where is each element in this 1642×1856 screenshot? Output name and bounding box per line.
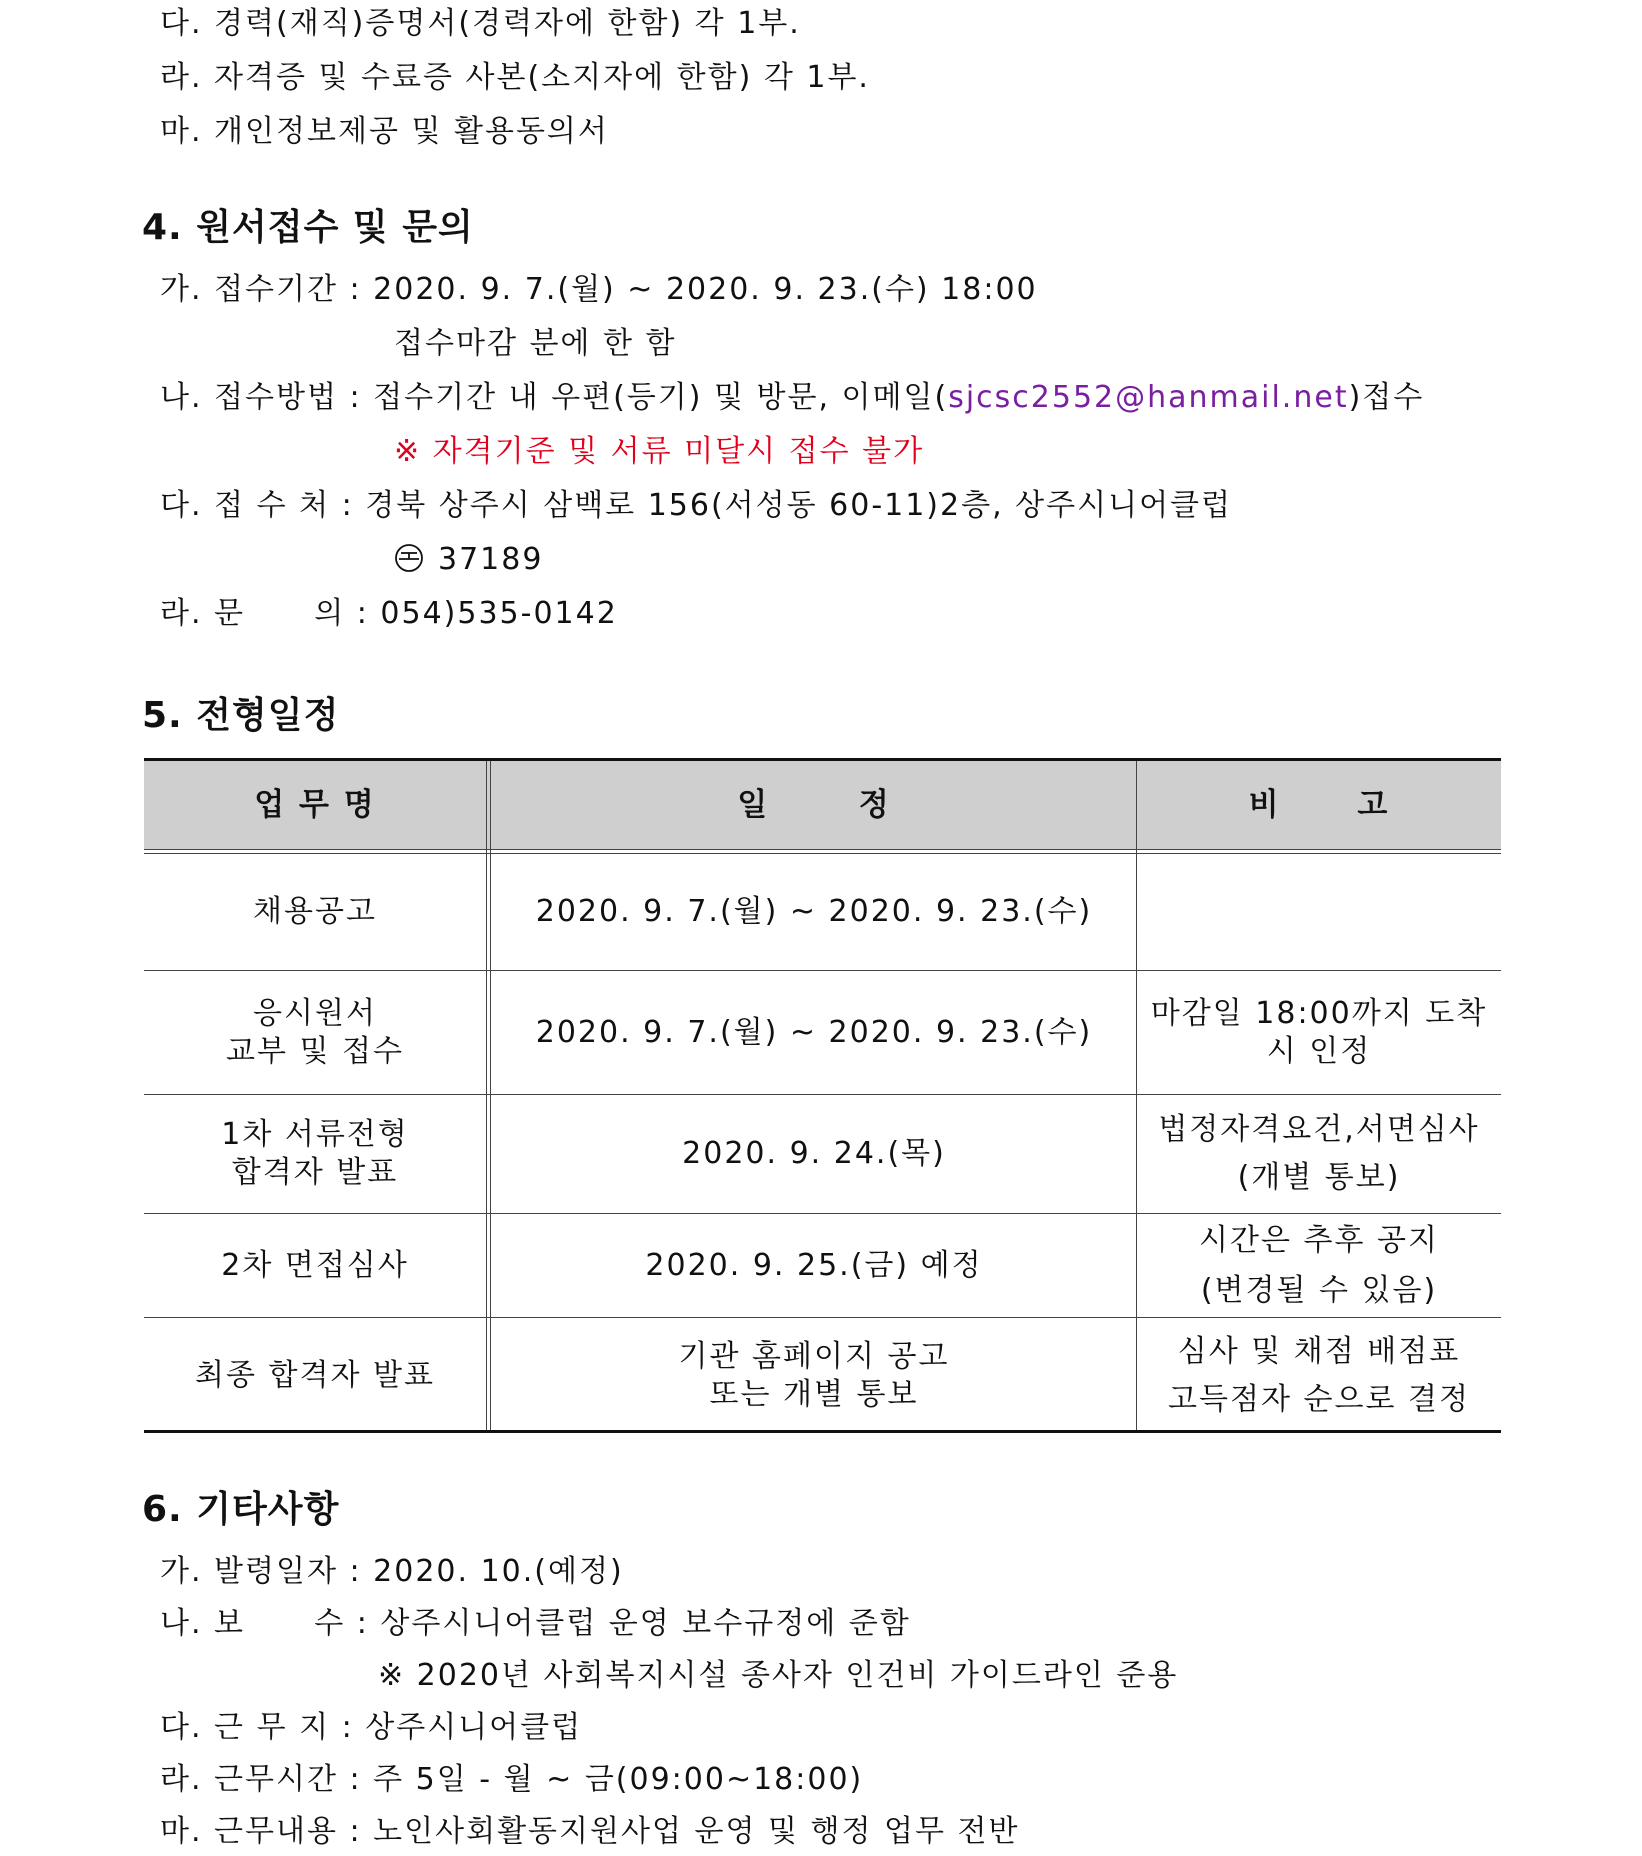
sec3-item-da: 다. 경력(재직)증명서(경력자에 한함) 각 1부.: [160, 6, 801, 41]
sec4-na-label: 나. 접수방법 :: [160, 380, 374, 415]
col-divider: [1136, 761, 1137, 1430]
sec3-item-ra: 라. 자격증 및 수료증 사본(소지자에 한함) 각 1부.: [160, 60, 870, 95]
header-note: 비 고: [1248, 787, 1390, 823]
sec3-item-ma: 마. 개인정보제공 및 활용동의서: [160, 114, 609, 149]
sec4-na-value-post: )접수: [1348, 380, 1425, 415]
row-note: 법정자격요건,서면심사 (개별 통보): [1158, 1112, 1480, 1195]
schedule-table: [144, 758, 1501, 1433]
sec6-item-ra: 라. 근무시간 : 주 5일 - 월 ~ 금(09:00~18:00): [160, 1762, 864, 1797]
sec4-ga-note: 접수마감 분에 한 함: [394, 326, 677, 361]
header-task: 업 무 명: [254, 787, 376, 823]
sec4-item-ra: [160, 596, 618, 632]
sec4-item-na: [160, 380, 1424, 416]
sec4-item-da: [160, 488, 1232, 524]
sec6-item-da: 다. 근 무 지 : 상주시니어클럽: [160, 1710, 583, 1745]
table-row: [144, 1318, 1501, 1433]
row-schedule: 2020. 9. 24.(목): [682, 1136, 946, 1171]
sec4-ra-label: 라. 문 의 :: [160, 596, 381, 631]
sec6-item-ma: 마. 근무내용 : 노인사회활동지원사업 운영 및 행정 업무 전반: [160, 1814, 1020, 1849]
sec4-zip-value: 37189: [438, 542, 544, 577]
table-row: [144, 853, 1501, 971]
sec6-item-na: 나. 보 수 : 상주시니어클럽 운영 보수규정에 준함: [160, 1606, 911, 1641]
col-divider: [486, 761, 487, 1430]
sec5-heading: 5. 전형일정: [142, 695, 340, 736]
row-task: 1차 서류전형 합격자 발표: [221, 1117, 409, 1190]
sec6-na-note: ※ 2020년 사회복지시설 종사자 인건비 가이드라인 준용: [378, 1658, 1179, 1693]
row-schedule: 2020. 9. 25.(금) 예정: [645, 1247, 983, 1283]
header-schedule: 일 정: [737, 787, 891, 823]
row-task: 2차 면접심사: [221, 1247, 409, 1283]
sec4-da-label: 다. 접 수 처 :: [160, 488, 366, 523]
table-row: [144, 1095, 1501, 1214]
row-note: 시간은 추후 공지 (변경될 수 있음): [1199, 1222, 1439, 1308]
postal-code-icon: [394, 543, 424, 573]
sec4-da-value: 경북 상주시 삼백로 156(서성동 60-11)2층, 상주시니어클럽: [365, 488, 1233, 523]
row-note: [1137, 853, 1501, 970]
sec6-item-ga: 가. 발령일자 : 2020. 10.(예정): [160, 1554, 624, 1589]
row-task: 최종 합격자 발표: [195, 1357, 435, 1393]
sec4-zip-line: [394, 542, 543, 578]
sec4-ga-label: 가. 접수기간 :: [160, 272, 374, 307]
sec4-heading: 4. 원서접수 및 문의: [142, 207, 474, 248]
table-row: [144, 1214, 1501, 1318]
table-row: [144, 971, 1501, 1095]
col-divider: [490, 761, 491, 1430]
sec4-ga-value: 2020. 9. 7.(월) ~ 2020. 9. 23.(수) 18:00: [373, 272, 1038, 307]
sec4-na-value-pre: 접수기간 내 우편(등기) 및 방문, 이메일(: [373, 380, 949, 415]
sec4-ra-value: 054)535-0142: [380, 596, 618, 631]
email-link[interactable]: sjcsc2552@hanmail.net: [948, 380, 1349, 415]
row-note: 심사 및 채점 배점표 고득점자 순으로 결정: [1168, 1333, 1470, 1417]
row-task: 응시원서 교부 및 접수: [226, 995, 404, 1069]
sec4-na-warning: ※ 자격기준 및 서류 미달시 접수 불가: [394, 434, 925, 469]
row-schedule: 2020. 9. 7.(월) ~ 2020. 9. 23.(수): [535, 893, 1093, 929]
sec4-item-ga: [160, 272, 1038, 308]
row-task: 채용공고: [253, 893, 377, 929]
row-schedule: 기관 홈페이지 공고 또는 개별 통보: [678, 1338, 950, 1412]
sec6-heading: 6. 기타사항: [142, 1489, 340, 1530]
row-note: 마감일 18:00까지 도착 시 인정: [1150, 995, 1488, 1069]
row-schedule: 2020. 9. 7.(월) ~ 2020. 9. 23.(수): [535, 1014, 1093, 1050]
table-header-row: [144, 761, 1501, 849]
